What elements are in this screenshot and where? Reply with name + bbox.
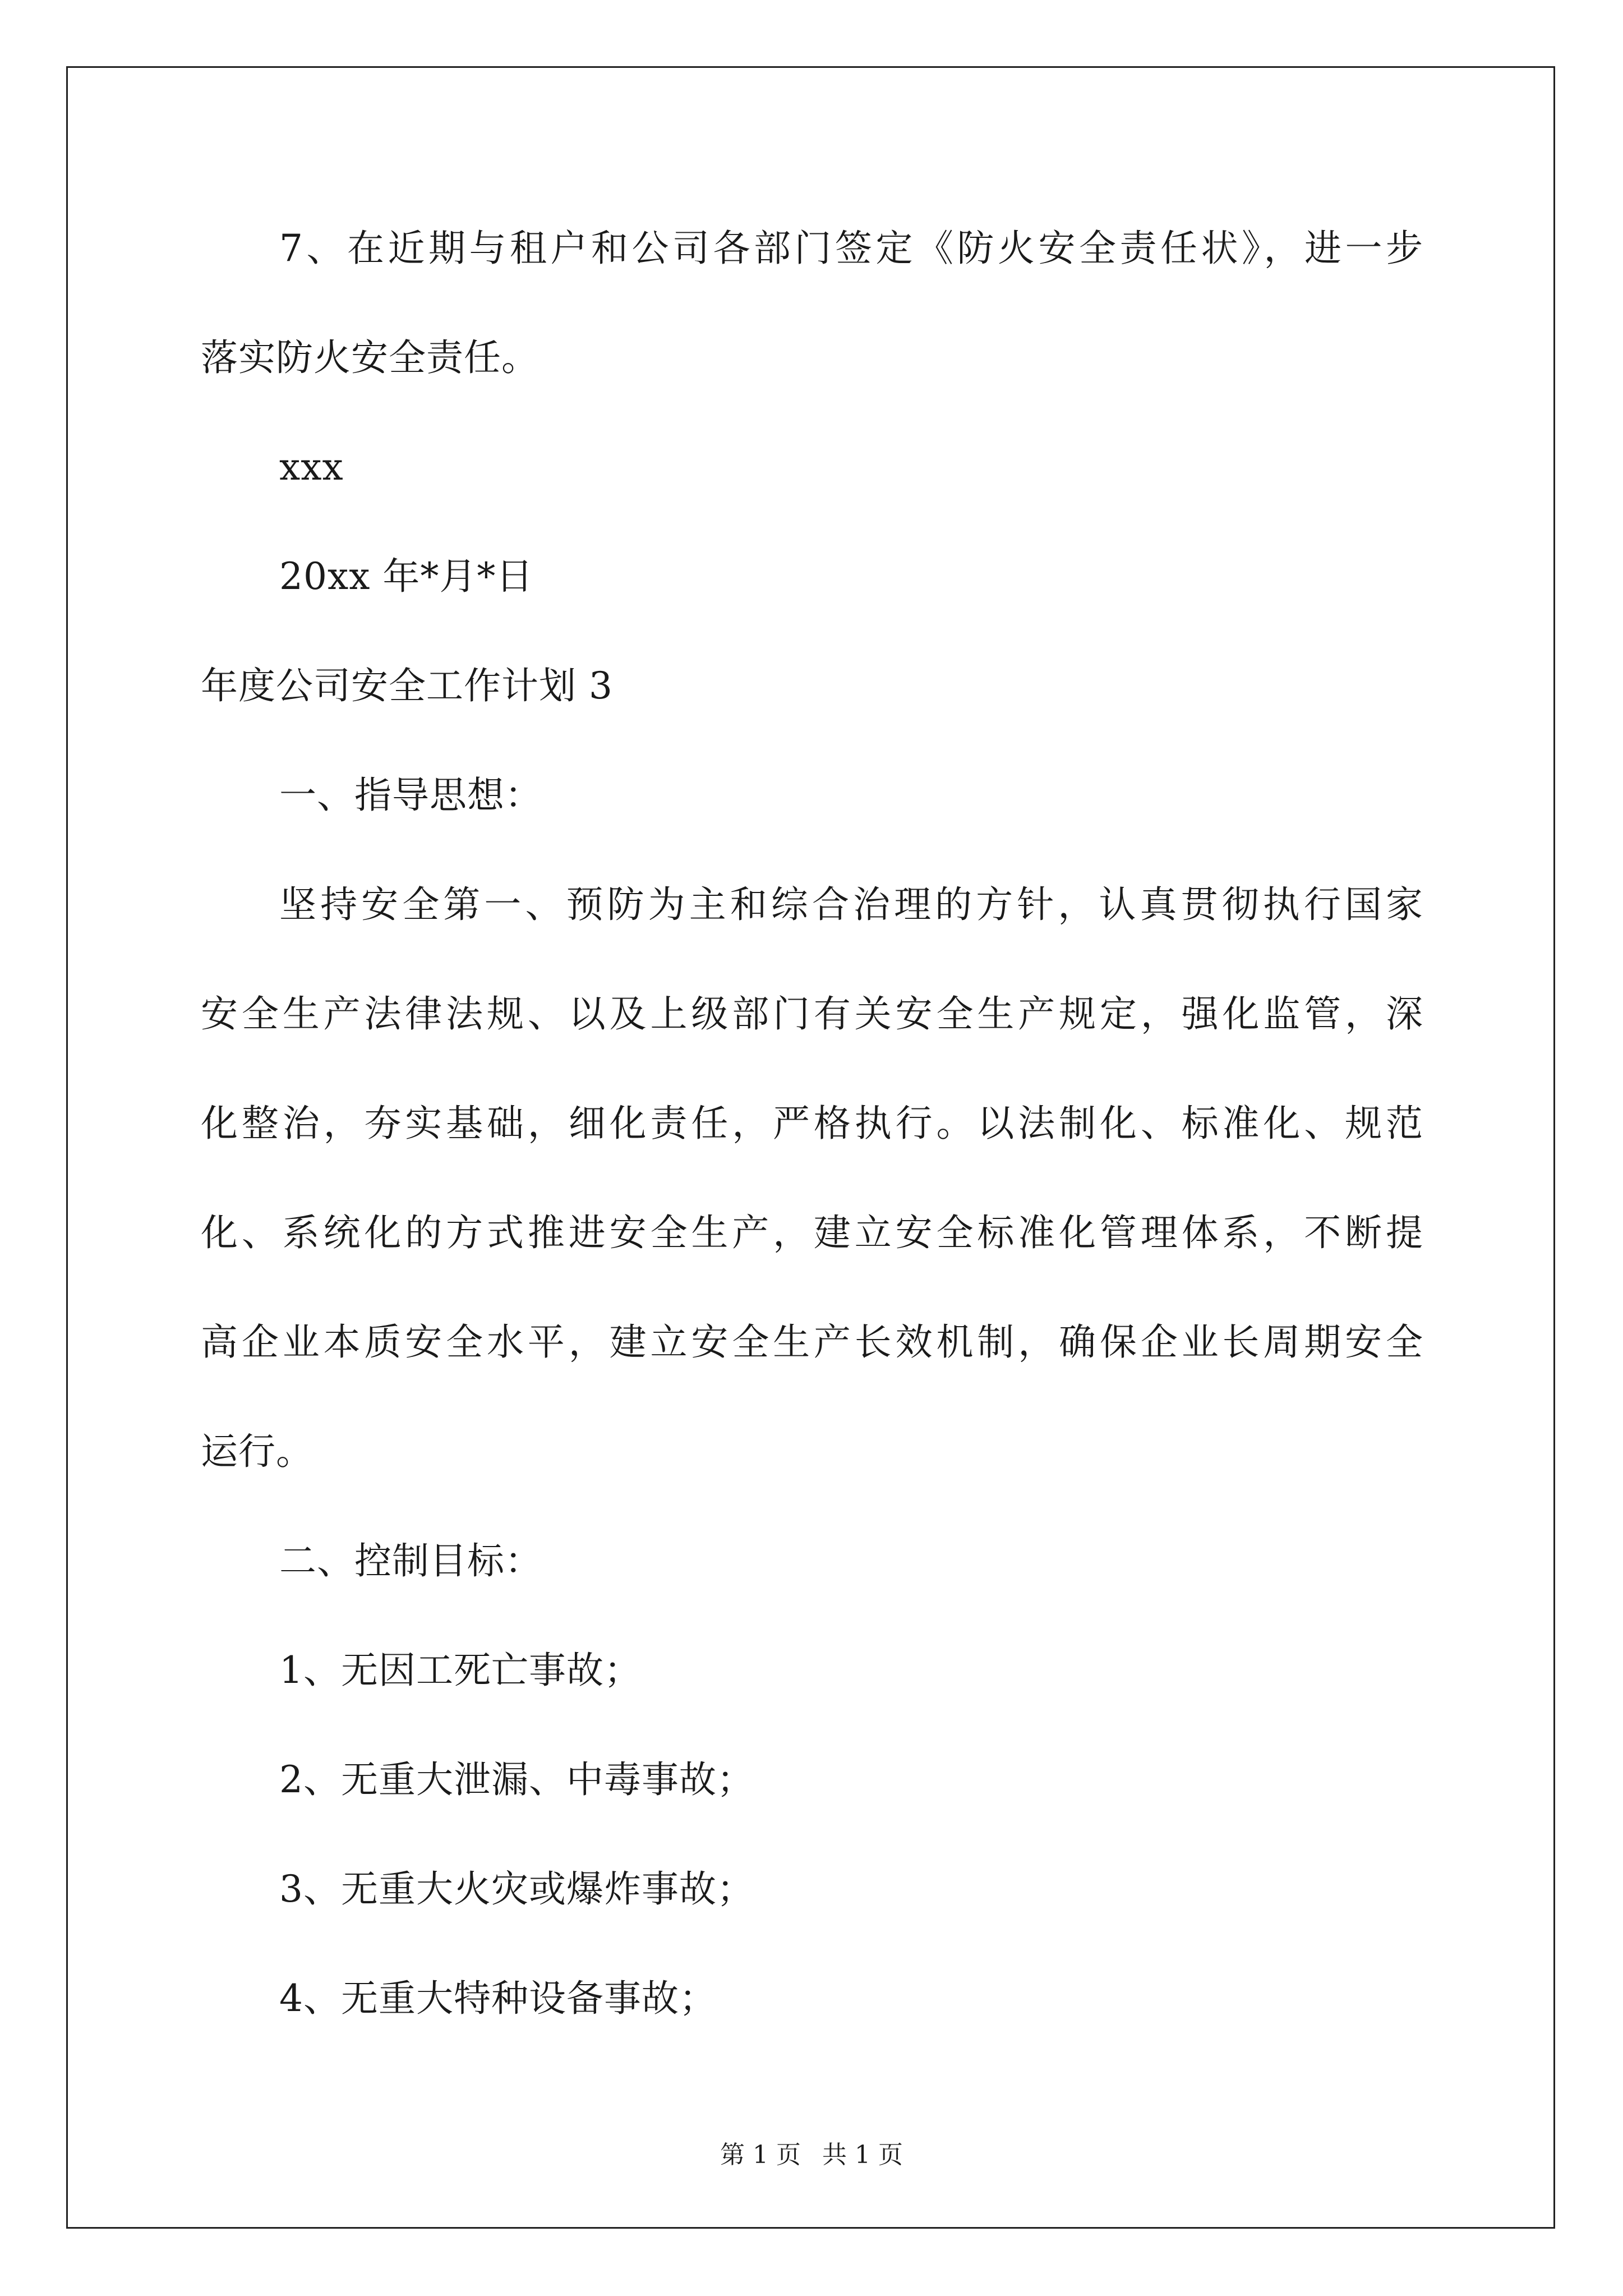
list-item: 2、无重大泄漏、中毒事故；: [279, 1758, 754, 1801]
page-number: 第 1 页: [720, 2141, 801, 2169]
paragraph-line: 安全生产法律法规、以及上级部门有关安全生产规定，强化监管，深: [201, 992, 1423, 1036]
heading-control-targets: 二、控制目标：: [279, 1539, 542, 1582]
list-item: 3、无重大火灾或爆炸事故；: [279, 1867, 754, 1911]
paragraph-line: 化整治，夯实基础，细化责任，严格执行。以法制化、标准化、规范: [201, 1102, 1423, 1145]
paragraph-line: 运行。: [201, 1430, 313, 1473]
page-footer: [0, 2143, 1623, 2168]
signature-name: xxx: [279, 445, 344, 489]
signature-date: 20xx 年*月*日: [279, 555, 534, 598]
paragraph-line: 坚持安全第一、预防为主和综合治理的方针，认真贯彻执行国家: [279, 883, 1423, 926]
paragraph-line: 7、在近期与租户和公司各部门签定《防火安全责任状》，进一步: [279, 227, 1423, 270]
list-item: 4、无重大特种设备事故；: [279, 1977, 717, 2020]
paragraph-line: 化、系统化的方式推进安全生产，建立安全标准化管理体系，不断提: [201, 1211, 1423, 1254]
paragraph-line: 高企业本质安全水平，建立安全生产长效机制，确保企业长周期安全: [201, 1320, 1423, 1364]
section-title: 年度公司安全工作计划 3: [201, 664, 613, 707]
paragraph-line: 落实防火安全责任。: [201, 336, 539, 379]
heading-guiding-ideology: 一、指导思想：: [279, 774, 542, 817]
list-item: 1、无因工死亡事故；: [279, 1649, 642, 1692]
page-total: 共 1 页: [822, 2141, 903, 2169]
